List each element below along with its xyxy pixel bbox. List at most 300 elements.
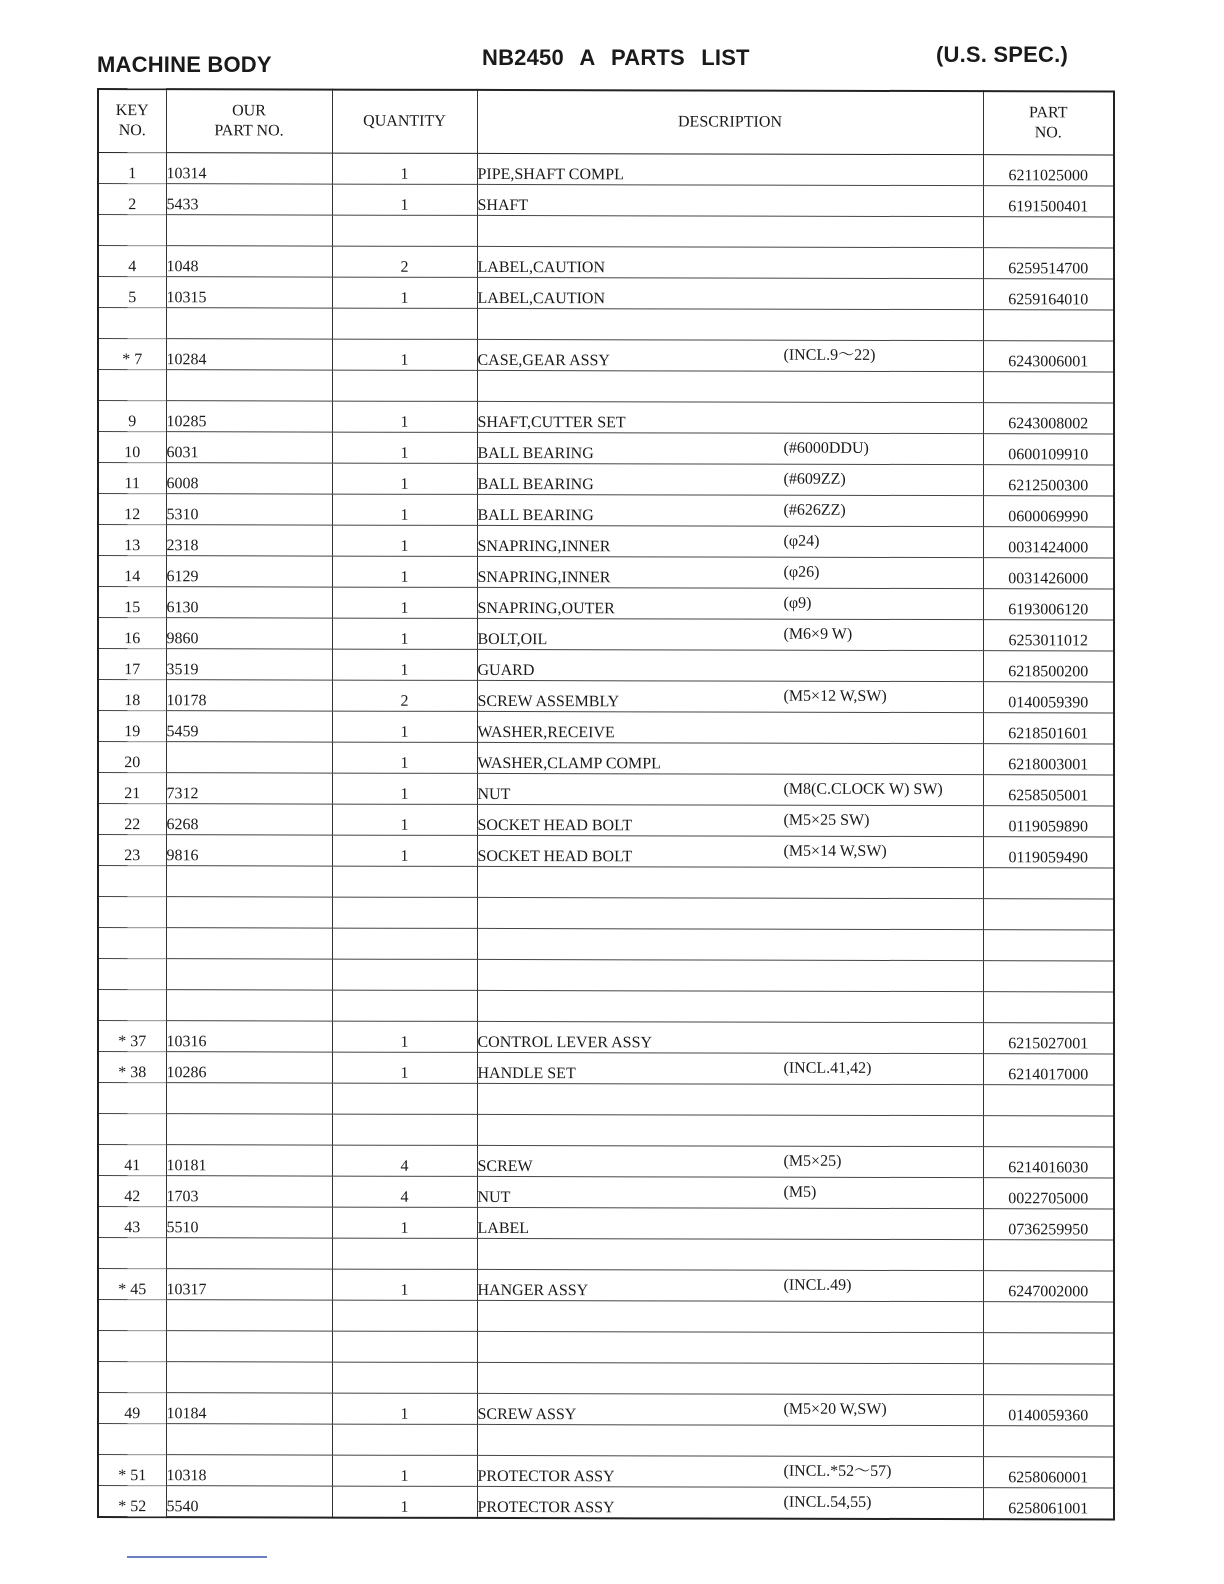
spec-text: (φ24)	[783, 532, 820, 550]
quantity-cell: 1	[332, 153, 477, 184]
spec-text: (#626ZZ)	[783, 501, 846, 519]
empty-cell	[98, 1114, 166, 1145]
empty-cell	[166, 1083, 332, 1114]
table-row	[98, 618, 1114, 651]
empty-cell	[332, 308, 477, 339]
blank-row	[98, 1331, 1114, 1364]
our-part-no-cell: 10285	[166, 401, 332, 432]
part-no-cell: 6211025000	[983, 155, 1114, 186]
blank-row	[98, 1083, 1114, 1116]
key-no-cell: * 52	[98, 1486, 166, 1518]
description-cell	[477, 432, 983, 464]
empty-cell	[332, 215, 477, 246]
part-no-cell: 6218003001	[983, 744, 1114, 775]
table-row	[98, 1052, 1114, 1085]
empty-cell	[98, 866, 166, 897]
blank-row	[98, 370, 1114, 403]
blank-row	[98, 1238, 1114, 1271]
description-cell	[477, 184, 983, 216]
description-text: GUARD	[477, 661, 535, 680]
part-no-cell: 6218500200	[983, 651, 1114, 682]
empty-cell	[166, 897, 332, 928]
empty-cell	[166, 308, 332, 339]
parts-table-body	[98, 153, 1114, 1520]
spec-text: (M5×12 W,SW)	[783, 687, 887, 705]
our-part-no-cell: 10316	[166, 1021, 332, 1052]
part-no-cell: 0022705000	[983, 1178, 1114, 1209]
our-part-no-cell: 5510	[166, 1207, 332, 1238]
part-no-cell: 6243006001	[983, 341, 1114, 372]
table-row	[98, 1486, 1114, 1520]
empty-cell	[332, 1300, 477, 1331]
quantity-cell: 1	[332, 277, 477, 308]
empty-cell	[332, 1083, 477, 1114]
description-cell	[477, 742, 983, 774]
empty-cell	[166, 990, 332, 1021]
description-cell	[477, 680, 983, 712]
blank-row	[98, 308, 1114, 341]
empty-cell	[477, 1238, 983, 1270]
key-no-cell: 2	[98, 184, 166, 215]
empty-cell	[983, 1426, 1114, 1457]
key-no-cell: * 7	[98, 339, 166, 370]
table-row	[98, 680, 1114, 713]
spec-text: (INCL.49)	[783, 1276, 852, 1294]
empty-cell	[332, 928, 477, 959]
key-no-cell: 19	[98, 711, 166, 742]
description-cell	[477, 835, 983, 867]
quantity-cell: 1	[332, 1207, 477, 1238]
part-no-cell: 0140059390	[983, 682, 1114, 713]
table-row	[98, 804, 1114, 837]
spec-text: (INCL.54,55)	[783, 1493, 872, 1511]
empty-cell	[477, 1083, 983, 1115]
description-cell	[477, 494, 983, 526]
description-text: BALL BEARING	[477, 444, 594, 463]
spec-text: (M8(C.CLOCK W) SW)	[783, 780, 943, 799]
empty-cell	[166, 1362, 332, 1393]
description-text: SOCKET HEAD BOLT	[477, 847, 633, 866]
empty-cell	[983, 930, 1114, 961]
empty-cell	[983, 1302, 1114, 1333]
description-text: LABEL,CAUTION	[477, 289, 606, 308]
part-no-cell: 6218501601	[983, 713, 1114, 744]
description-text: WASHER,CLAMP COMPL	[477, 754, 661, 773]
table-row	[98, 649, 1114, 682]
empty-cell	[98, 1424, 166, 1455]
description-text: BALL BEARING	[477, 506, 594, 525]
description-cell	[477, 618, 983, 650]
our-part-no-cell: 9860	[166, 618, 332, 649]
description-text: SHAFT	[477, 196, 529, 215]
table-row	[98, 277, 1114, 310]
description-text: BOLT,OIL	[477, 630, 548, 649]
column-header-description: DESCRIPTION	[477, 90, 983, 155]
our-part-no-cell: 10317	[166, 1269, 332, 1300]
empty-cell	[98, 1362, 166, 1393]
our-part-no-cell: 10178	[166, 680, 332, 711]
description-cell	[477, 1052, 983, 1084]
empty-cell	[983, 1085, 1114, 1116]
empty-cell	[98, 990, 166, 1021]
spec-text: (M5×14 W,SW)	[783, 842, 887, 860]
key-no-cell: 17	[98, 649, 166, 680]
table-row	[98, 1393, 1114, 1426]
blank-row	[98, 959, 1114, 992]
empty-cell	[477, 215, 983, 247]
empty-cell	[332, 370, 477, 401]
key-no-cell: 23	[98, 835, 166, 866]
our-part-no-cell: 10286	[166, 1052, 332, 1083]
part-no-cell: 6193006120	[983, 589, 1114, 620]
empty-cell	[98, 1300, 166, 1331]
empty-cell	[983, 372, 1114, 403]
description-cell	[477, 339, 983, 371]
our-part-no-cell: 10184	[166, 1393, 332, 1424]
description-cell	[477, 1393, 983, 1425]
blank-row	[98, 928, 1114, 961]
description-cell	[477, 463, 983, 495]
quantity-cell: 1	[332, 835, 477, 866]
empty-cell	[983, 899, 1114, 930]
spec-text: (φ9)	[783, 594, 812, 612]
empty-cell	[983, 1364, 1114, 1395]
blank-row	[98, 897, 1114, 930]
empty-cell	[166, 1114, 332, 1145]
table-row	[98, 1207, 1114, 1240]
quantity-cell: 1	[332, 587, 477, 618]
key-no-cell: 42	[98, 1176, 166, 1207]
table-row	[98, 463, 1114, 496]
empty-cell	[477, 308, 983, 340]
quantity-cell: 2	[332, 246, 477, 277]
description-cell	[477, 401, 983, 433]
empty-cell	[166, 928, 332, 959]
part-no-cell: 6259164010	[983, 279, 1114, 310]
column-header-key-no: KEY NO.	[98, 89, 166, 153]
our-part-no-cell: 10315	[166, 277, 332, 308]
our-part-no-cell: 2318	[166, 525, 332, 556]
our-part-no-cell: 10318	[166, 1455, 332, 1486]
quantity-cell: 1	[332, 1021, 477, 1052]
empty-cell	[332, 959, 477, 990]
part-no-cell: 6243008002	[983, 403, 1114, 434]
part-no-cell: 6212500300	[983, 465, 1114, 496]
empty-cell	[983, 1116, 1114, 1147]
table-row	[98, 587, 1114, 620]
quantity-cell: 1	[332, 804, 477, 835]
quantity-cell: 1	[332, 463, 477, 494]
description-cell	[477, 1269, 983, 1301]
key-no-cell: 11	[98, 463, 166, 494]
description-text: CONTROL LEVER ASSY	[477, 1033, 653, 1052]
our-part-no-cell: 1048	[166, 246, 332, 277]
part-no-cell: 6214017000	[983, 1054, 1114, 1085]
table-row	[98, 742, 1114, 775]
part-no-cell: 0031426000	[983, 558, 1114, 589]
our-part-no-cell: 3519	[166, 649, 332, 680]
empty-cell	[477, 990, 983, 1022]
key-no-cell: 43	[98, 1207, 166, 1238]
description-cell	[477, 1145, 983, 1177]
key-no-cell: 12	[98, 494, 166, 525]
empty-cell	[332, 1331, 477, 1362]
footer-rule	[127, 1556, 267, 1558]
spec-text: (M5)	[783, 1183, 817, 1201]
key-no-cell: 4	[98, 246, 166, 277]
empty-cell	[332, 1238, 477, 1269]
key-no-cell: * 51	[98, 1455, 166, 1486]
empty-cell	[166, 370, 332, 401]
description-cell	[477, 525, 983, 557]
empty-cell	[332, 1114, 477, 1145]
description-text: SCREW	[477, 1157, 533, 1176]
description-text: LABEL,CAUTION	[477, 258, 606, 277]
empty-cell	[477, 1300, 983, 1332]
description-text: NUT	[477, 785, 511, 804]
quantity-cell: 1	[332, 184, 477, 215]
description-cell	[477, 773, 983, 805]
description-cell	[477, 649, 983, 681]
spec-text: (INCL.41,42)	[783, 1059, 872, 1077]
description-cell	[477, 246, 983, 278]
key-no-cell: 18	[98, 680, 166, 711]
description-cell	[477, 1455, 983, 1487]
description-text: PROTECTOR ASSY	[477, 1498, 615, 1517]
table-row	[98, 1455, 1114, 1488]
description-text: HANGER ASSY	[477, 1281, 589, 1300]
blank-row	[98, 1362, 1114, 1395]
quantity-cell: 1	[332, 1455, 477, 1486]
quantity-cell: 1	[332, 556, 477, 587]
empty-cell	[983, 1333, 1114, 1364]
document-title: NB2450 A PARTS LIST	[482, 45, 750, 70]
spec-text: (M5×25)	[783, 1152, 842, 1170]
description-cell	[477, 587, 983, 619]
column-header-part-no: PART NO.	[983, 91, 1114, 155]
part-no-cell: 0119059890	[983, 806, 1114, 837]
table-row	[98, 1269, 1114, 1302]
description-cell	[477, 277, 983, 309]
our-part-no-cell: 7312	[166, 773, 332, 804]
key-no-cell: * 45	[98, 1269, 166, 1300]
part-no-cell: 0140059360	[983, 1395, 1114, 1426]
part-no-cell: 6259514700	[983, 248, 1114, 279]
our-part-no-cell: 5459	[166, 711, 332, 742]
quantity-cell: 1	[332, 742, 477, 773]
key-no-cell: 14	[98, 556, 166, 587]
empty-cell	[332, 866, 477, 897]
blank-row	[98, 990, 1114, 1023]
empty-cell	[332, 1362, 477, 1393]
empty-cell	[98, 308, 166, 339]
description-text: SNAPRING,OUTER	[477, 599, 615, 618]
description-text: SNAPRING,INNER	[477, 537, 611, 556]
description-text: PROTECTOR ASSY	[477, 1467, 615, 1486]
table-header-row	[98, 89, 1114, 155]
part-no-cell: 0031424000	[983, 527, 1114, 558]
quantity-cell: 1	[332, 1052, 477, 1083]
empty-cell	[983, 1240, 1114, 1271]
part-no-cell: 6191500401	[983, 186, 1114, 217]
our-part-no-cell: 5310	[166, 494, 332, 525]
our-part-no-cell: 9816	[166, 835, 332, 866]
description-cell	[477, 556, 983, 588]
spec-text: (M5×25 SW)	[783, 811, 870, 829]
spec-label: (U.S. SPEC.)	[936, 42, 1068, 67]
our-part-no-cell: 6008	[166, 463, 332, 494]
empty-cell	[477, 897, 983, 929]
quantity-cell: 1	[332, 618, 477, 649]
blank-row	[98, 866, 1114, 899]
empty-cell	[477, 928, 983, 960]
description-cell	[477, 1021, 983, 1053]
table-row	[98, 494, 1114, 527]
table-row	[98, 1176, 1114, 1209]
table-row	[98, 556, 1114, 589]
description-text: SNAPRING,INNER	[477, 568, 611, 587]
empty-cell	[983, 961, 1114, 992]
key-no-cell: 10	[98, 432, 166, 463]
quantity-cell: 1	[332, 649, 477, 680]
description-cell	[477, 804, 983, 836]
our-part-no-cell: 6031	[166, 432, 332, 463]
our-part-no-cell: 10314	[166, 153, 332, 184]
description-text: SHAFT,CUTTER SET	[477, 413, 626, 432]
spec-text: (M5×20 W,SW)	[783, 1400, 887, 1418]
empty-cell	[983, 310, 1114, 341]
our-part-no-cell: 6268	[166, 804, 332, 835]
quantity-cell: 1	[332, 773, 477, 804]
blank-row	[98, 1300, 1114, 1333]
blank-row	[98, 215, 1114, 248]
part-no-cell: 6215027001	[983, 1023, 1114, 1054]
table-row	[98, 339, 1114, 372]
empty-cell	[477, 370, 983, 402]
table-row	[98, 432, 1114, 465]
empty-cell	[166, 1238, 332, 1269]
table-row	[98, 835, 1114, 868]
empty-cell	[477, 1114, 983, 1146]
section-title: MACHINE BODY	[97, 52, 272, 77]
table-row	[98, 1145, 1114, 1178]
empty-cell	[98, 1331, 166, 1362]
empty-cell	[166, 866, 332, 897]
key-no-cell: * 37	[98, 1021, 166, 1052]
quantity-cell: 1	[332, 711, 477, 742]
part-no-cell: 6258060001	[983, 1457, 1114, 1488]
our-part-no-cell: 10284	[166, 339, 332, 370]
our-part-no-cell: 10181	[166, 1145, 332, 1176]
description-text: SCREW ASSEMBLY	[477, 692, 620, 711]
blank-row	[98, 1114, 1114, 1147]
empty-cell	[98, 897, 166, 928]
our-part-no-cell	[166, 742, 332, 773]
part-no-cell: 0600109910	[983, 434, 1114, 465]
quantity-cell: 1	[332, 1486, 477, 1518]
key-no-cell: 9	[98, 401, 166, 432]
table-row	[98, 1021, 1114, 1054]
empty-cell	[98, 370, 166, 401]
empty-cell	[166, 1424, 332, 1455]
description-text: BALL BEARING	[477, 475, 594, 494]
spec-text: (INCL.9～22)	[783, 346, 876, 364]
key-no-cell: 49	[98, 1393, 166, 1424]
description-text: CASE,GEAR ASSY	[477, 351, 610, 370]
empty-cell	[477, 1331, 983, 1363]
empty-cell	[166, 959, 332, 990]
key-no-cell: 1	[98, 153, 166, 184]
empty-cell	[983, 217, 1114, 248]
quantity-cell: 4	[332, 1176, 477, 1207]
empty-cell	[98, 1083, 166, 1114]
key-no-cell: 22	[98, 804, 166, 835]
key-no-cell: 16	[98, 618, 166, 649]
key-no-cell: 20	[98, 742, 166, 773]
empty-cell	[166, 1331, 332, 1362]
parts-table	[97, 88, 1115, 1520]
description-text: SCREW ASSY	[477, 1405, 577, 1424]
spec-text: (#6000DDU)	[783, 439, 869, 457]
key-no-cell: * 38	[98, 1052, 166, 1083]
key-no-cell: 15	[98, 587, 166, 618]
quantity-cell: 1	[332, 1393, 477, 1424]
our-part-no-cell: 5433	[166, 184, 332, 215]
empty-cell	[332, 897, 477, 928]
empty-cell	[983, 992, 1114, 1023]
quantity-cell: 4	[332, 1145, 477, 1176]
description-text: HANDLE SET	[477, 1064, 576, 1083]
quantity-cell: 1	[332, 494, 477, 525]
description-cell	[477, 1176, 983, 1208]
table-row	[98, 246, 1114, 279]
key-no-cell: 41	[98, 1145, 166, 1176]
part-no-cell: 6258505001	[983, 775, 1114, 806]
key-no-cell: 21	[98, 773, 166, 804]
spec-text: (#609ZZ)	[783, 470, 846, 488]
description-cell	[477, 1207, 983, 1239]
column-header-our-part-no: OUR PART NO.	[166, 89, 332, 153]
description-text: LABEL	[477, 1219, 530, 1238]
part-no-cell: 6214016030	[983, 1147, 1114, 1178]
description-text: NUT	[477, 1188, 511, 1207]
empty-cell	[477, 1362, 983, 1394]
quantity-cell: 1	[332, 401, 477, 432]
part-no-cell: 6258061001	[983, 1488, 1114, 1520]
description-cell	[477, 711, 983, 743]
empty-cell	[332, 990, 477, 1021]
key-no-cell: 5	[98, 277, 166, 308]
key-no-cell: 13	[98, 525, 166, 556]
quantity-cell: 1	[332, 525, 477, 556]
our-part-no-cell: 5540	[166, 1486, 332, 1518]
column-header-quantity: QUANTITY	[332, 90, 477, 154]
empty-cell	[98, 215, 166, 246]
table-row	[98, 153, 1114, 186]
quantity-cell: 1	[332, 339, 477, 370]
empty-cell	[332, 1424, 477, 1455]
description-text: WASHER,RECEIVE	[477, 723, 615, 742]
quantity-cell: 1	[332, 1269, 477, 1300]
table-row	[98, 773, 1114, 806]
part-no-cell: 6247002000	[983, 1271, 1114, 1302]
table-row	[98, 401, 1114, 434]
quantity-cell: 1	[332, 432, 477, 463]
description-cell	[477, 153, 983, 185]
parts-table-container	[97, 88, 1113, 1516]
empty-cell	[98, 959, 166, 990]
blank-row	[98, 1424, 1114, 1457]
